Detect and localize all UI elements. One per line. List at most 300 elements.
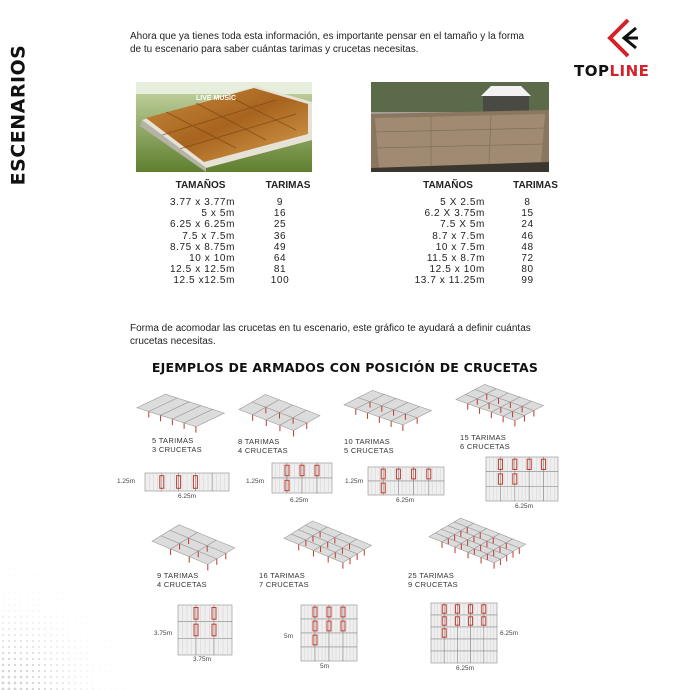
- decorative-dot: [80, 664, 81, 665]
- decorative-dot: [2, 664, 4, 666]
- decorative-dot: [45, 611, 46, 612]
- decorative-dot: [81, 641, 82, 642]
- dimension-bottom-label: 5m: [320, 663, 330, 670]
- decorative-dot: [51, 593, 52, 594]
- brand-name: [574, 62, 649, 80]
- decorative-dot: [2, 652, 4, 654]
- side-title: [4, 40, 32, 190]
- size-cell: 10 x 10m: [189, 253, 235, 265]
- decorative-dot: [75, 599, 76, 600]
- decorative-dot: [20, 646, 22, 648]
- decorative-dot: [93, 671, 94, 672]
- dimension-side-label: 3.75m: [154, 630, 173, 637]
- decorative-dot: [93, 617, 94, 618]
- decorative-dot: [74, 652, 75, 653]
- decorative-dot: [117, 653, 118, 654]
- size-cell: 13.7 x 11.25m: [414, 275, 485, 287]
- decorative-dot: [81, 611, 82, 612]
- decorative-dot: [117, 671, 118, 672]
- decorative-dot: [26, 652, 28, 654]
- tarimas-cell: 64: [273, 253, 287, 265]
- size-cell: 6.2 X 3.75m: [424, 208, 485, 220]
- decorative-dot: [87, 623, 88, 624]
- decorative-dot: [15, 599, 16, 600]
- decorative-dot: [33, 587, 34, 588]
- decorative-dot: [9, 593, 10, 594]
- dimension-side-label: 1.25m: [246, 478, 265, 485]
- decorative-dot: [20, 652, 22, 654]
- example-tarimas: 9 TARIMAS: [157, 571, 199, 580]
- decorative-dot: [57, 623, 58, 624]
- decorative-dot: [62, 664, 64, 666]
- decorative-dot: [57, 593, 58, 594]
- table-row: [150, 264, 333, 275]
- table-row: [395, 208, 578, 219]
- example-tarimas: 25 TARIMAS: [408, 571, 455, 580]
- decorative-dot: [32, 616, 33, 617]
- decorative-dot: [117, 647, 118, 648]
- decorative-dot: [32, 670, 34, 672]
- decorative-dot: [2, 640, 4, 642]
- decorative-dot: [8, 670, 11, 673]
- decorative-dot: [20, 610, 21, 611]
- decorative-dot: [3, 599, 4, 600]
- decorative-dot: [44, 682, 46, 684]
- brand-line: LINE: [609, 62, 650, 80]
- decorative-dot: [68, 676, 69, 677]
- table-row: [395, 219, 578, 230]
- decorative-dot: [99, 653, 100, 654]
- decorative-dot: [20, 670, 22, 672]
- decorative-dot: [8, 676, 11, 679]
- decorative-dot: [105, 683, 106, 684]
- decorative-dot: [20, 616, 21, 617]
- decorative-dot: [68, 682, 69, 683]
- crucetas-paragraph: Forma de acomodar las crucetas en tu escenario, este gráfico te ayudará a definir cuántas crucetas necesitas.: [130, 323, 531, 347]
- photo-overlay-text: LIVE MUSIC: [196, 95, 237, 102]
- decorative-dot: [57, 605, 58, 606]
- decorative-dot: [63, 623, 64, 624]
- decorative-dot: [87, 647, 88, 648]
- size-cell: 8.75 x 8.75m: [169, 241, 235, 253]
- floor-plan-diagram: [177, 604, 233, 656]
- decorative-dot: [32, 682, 34, 684]
- decorative-dot: [56, 664, 58, 666]
- decorative-dot: [8, 616, 9, 617]
- decorative-dot: [99, 617, 100, 618]
- decorative-dot: [27, 581, 28, 582]
- isometric-stage-illustration: [235, 392, 323, 442]
- decorative-dot: [14, 646, 16, 648]
- decorative-dot: [99, 629, 100, 630]
- sizes-table-right: [395, 180, 578, 287]
- decorative-dot: [111, 677, 112, 678]
- dimension-side-label: 5m: [284, 633, 294, 640]
- section-title: EJEMPLOS DE ARMADOS CON POSICIÓN DE CRUCETAS: [151, 360, 539, 375]
- decorative-dot: [8, 634, 10, 636]
- decorative-dot: [44, 664, 46, 666]
- decorative-dot: [27, 599, 28, 600]
- decorative-dot: [74, 670, 75, 671]
- decorative-dot: [105, 653, 106, 654]
- decorative-dot: [93, 611, 94, 612]
- decorative-dot: [50, 658, 52, 660]
- decorative-dot: [38, 664, 40, 666]
- example-label: [408, 572, 458, 589]
- size-cell: 11.5 x 8.7m: [426, 253, 485, 265]
- decorative-dot: [26, 622, 27, 623]
- decorative-dot: [74, 682, 75, 683]
- size-cell: 10 x 7.5m: [435, 241, 485, 253]
- decorative-dot: [20, 658, 22, 660]
- dimension-bottom-label: 6.25m: [396, 497, 415, 504]
- decorative-dot: [99, 671, 100, 672]
- decorative-dot: [81, 623, 82, 624]
- decorative-dot: [20, 622, 21, 623]
- decorative-dot: [44, 646, 46, 648]
- decorative-dot: [21, 605, 22, 606]
- decorative-dot: [111, 689, 112, 690]
- tarimas-cell: 16: [273, 208, 287, 220]
- decorative-dot: [14, 670, 17, 673]
- decorative-dot: [26, 610, 27, 611]
- decorative-dot: [26, 670, 28, 672]
- decorative-dot: [123, 665, 124, 666]
- decorative-dot: [33, 599, 34, 600]
- decorative-dot: [3, 605, 4, 606]
- decorative-dot: [32, 628, 33, 629]
- decorative-dot: [117, 659, 118, 660]
- decorative-dot: [3, 575, 4, 576]
- decorative-dot: [87, 629, 88, 630]
- decorative-dot: [44, 634, 45, 635]
- example-tarimas: 15 TARIMAS: [460, 433, 507, 442]
- header-tarimas: TARIMAS: [513, 180, 558, 191]
- decorative-dot: [2, 676, 5, 679]
- decorative-dot: [9, 605, 10, 606]
- decorative-dot: [39, 599, 40, 600]
- decorative-dot: [123, 689, 124, 690]
- decorative-dot: [99, 677, 100, 678]
- decorative-dot: [93, 635, 94, 636]
- decorative-dot: [8, 664, 10, 666]
- decorative-dot: [68, 652, 69, 653]
- decorative-dot: [69, 617, 70, 618]
- decorative-dot: [50, 646, 51, 647]
- decorative-dot: [105, 665, 106, 666]
- header-sizes: TAMAÑOS: [175, 180, 226, 191]
- decorative-dot: [93, 647, 94, 648]
- decorative-dot: [74, 676, 75, 677]
- decorative-dot: [50, 676, 52, 678]
- decorative-dot: [123, 683, 124, 684]
- decorative-dot: [117, 665, 118, 666]
- decorative-dot: [44, 628, 45, 629]
- decorative-dot: [39, 611, 40, 612]
- table-row: [150, 208, 333, 219]
- table-row: [150, 197, 333, 208]
- decorative-dot: [80, 676, 81, 677]
- decorative-dot: [20, 640, 22, 642]
- decorative-dot: [45, 587, 46, 588]
- isometric-stage-illustration: [148, 522, 238, 577]
- decorative-dot: [15, 575, 16, 576]
- decorative-dot: [9, 587, 10, 588]
- decorative-dot: [8, 640, 10, 642]
- decorative-dot: [69, 593, 70, 594]
- decorative-dot: [27, 605, 28, 606]
- dimension-side-label: 1.25m: [345, 478, 364, 485]
- example-tarimas: 5 TARIMAS: [152, 436, 194, 445]
- stage-photo-left-image: [136, 82, 312, 172]
- floor-plan-diagram: [430, 602, 498, 664]
- decorative-dot: [93, 641, 94, 642]
- decorative-dot: [93, 623, 94, 624]
- decorative-dot: [93, 665, 94, 666]
- decorative-dot: [8, 610, 9, 611]
- decorative-dot: [8, 628, 10, 630]
- decorative-dot: [123, 659, 124, 660]
- decorative-dot: [3, 581, 4, 582]
- decorative-dot: [63, 605, 64, 606]
- isometric-stage-illustration: [280, 518, 375, 576]
- decorative-dot: [39, 587, 40, 588]
- topline-logo: [572, 18, 682, 88]
- decorative-dot: [117, 677, 118, 678]
- decorative-dot: [2, 646, 4, 648]
- decorative-dot: [93, 629, 94, 630]
- decorative-dot: [15, 581, 16, 582]
- decorative-dot: [2, 628, 4, 630]
- decorative-dot: [50, 652, 52, 654]
- decorative-dot: [63, 587, 64, 588]
- decorative-dot: [63, 599, 64, 600]
- decorative-dot: [69, 599, 70, 600]
- decorative-dot: [32, 622, 33, 623]
- decorative-dot: [14, 682, 17, 685]
- decorative-dot: [81, 599, 82, 600]
- example-crucetas: 5 CRUCETAS: [344, 445, 394, 455]
- decorative-dots-pattern: [0, 560, 130, 690]
- size-cell: 12.5 x12.5m: [173, 275, 235, 287]
- decorative-dot: [9, 569, 10, 570]
- decorative-dot: [105, 635, 106, 636]
- example-label: [460, 434, 510, 451]
- decorative-dot: [9, 575, 10, 576]
- decorative-dot: [105, 623, 106, 624]
- decorative-dot: [111, 647, 112, 648]
- decorative-dot: [111, 653, 112, 654]
- decorative-dot: [33, 605, 34, 606]
- decorative-dot: [39, 575, 40, 576]
- decorative-dot: [74, 664, 75, 665]
- decorative-dot: [50, 682, 52, 684]
- decorative-dot: [8, 652, 10, 654]
- example-tarimas: 10 TARIMAS: [344, 437, 391, 446]
- decorative-dot: [26, 640, 28, 642]
- decorative-dot: [21, 587, 22, 588]
- decorative-dot: [3, 569, 4, 570]
- decorative-dot: [9, 581, 10, 582]
- decorative-dot: [32, 664, 34, 666]
- decorative-dot: [62, 646, 63, 647]
- decorative-dot: [15, 587, 16, 588]
- decorative-dot: [86, 682, 87, 683]
- tarimas-cell: 72: [521, 253, 534, 265]
- isometric-stage-illustration: [133, 392, 228, 437]
- decorative-dot: [8, 658, 10, 660]
- decorative-dot: [44, 670, 46, 672]
- example-label: [344, 438, 394, 455]
- tarimas-cell: 100: [270, 275, 290, 287]
- decorative-dot: [75, 635, 76, 636]
- decorative-dot: [38, 652, 40, 654]
- decorative-dot: [62, 640, 63, 641]
- decorative-dot: [50, 640, 51, 641]
- decorative-dot: [99, 659, 100, 660]
- decorative-dot: [2, 622, 3, 623]
- decorative-dot: [74, 646, 75, 647]
- decorative-dot: [26, 658, 28, 660]
- decorative-dot: [14, 610, 15, 611]
- decorative-dot: [75, 629, 76, 630]
- decorative-dot: [99, 641, 100, 642]
- decorative-dot: [26, 682, 29, 685]
- decorative-dot: [69, 605, 70, 606]
- decorative-dot: [14, 676, 17, 679]
- decorative-dot: [57, 587, 58, 588]
- decorative-dot: [93, 659, 94, 660]
- decorative-dot: [99, 623, 100, 624]
- decorative-dot: [27, 575, 28, 576]
- decorative-dot: [33, 581, 34, 582]
- decorative-dot: [111, 683, 112, 684]
- decorative-dot: [51, 599, 52, 600]
- tarimas-cell: 81: [273, 264, 287, 276]
- decorative-dot: [68, 664, 69, 665]
- decorative-dot: [38, 646, 40, 648]
- isometric-stage-illustration: [452, 382, 547, 432]
- decorative-dot: [39, 593, 40, 594]
- example-label: [259, 572, 309, 589]
- example-crucetas: 4 CRUCETAS: [157, 579, 207, 589]
- decorative-dot: [20, 682, 23, 685]
- stage-photo-outdoor: [136, 82, 312, 172]
- decorative-dot: [20, 664, 22, 666]
- decorative-dot: [14, 622, 15, 623]
- decorative-dot: [51, 587, 52, 588]
- decorative-dot: [20, 634, 22, 636]
- decorative-dot: [93, 677, 94, 678]
- decorative-dot: [68, 670, 69, 671]
- decorative-dot: [15, 569, 16, 570]
- table-row: [150, 231, 333, 242]
- isometric-stage-illustration: [425, 515, 530, 577]
- decorative-dot: [44, 622, 45, 623]
- decorative-dot: [93, 683, 94, 684]
- decorative-dot: [50, 670, 52, 672]
- decorative-dot: [14, 634, 16, 636]
- table-row: [395, 264, 578, 275]
- decorative-dot: [63, 611, 64, 612]
- decorative-dot: [81, 653, 82, 654]
- decorative-dot: [57, 617, 58, 618]
- decorative-dot: [123, 671, 124, 672]
- decorative-dot: [45, 581, 46, 582]
- decorative-dot: [50, 622, 51, 623]
- decorative-dot: [38, 640, 40, 642]
- decorative-dot: [93, 653, 94, 654]
- decorative-dot: [9, 599, 10, 600]
- tarimas-cell: 46: [521, 230, 534, 242]
- decorative-dot: [117, 689, 118, 690]
- decorative-dot: [87, 665, 88, 666]
- example-crucetas: 3 CRUCETAS: [152, 444, 202, 454]
- decorative-dot: [68, 658, 69, 659]
- example-crucetas: 7 CRUCETAS: [259, 579, 309, 589]
- decorative-dot: [56, 670, 58, 672]
- decorative-dot: [45, 593, 46, 594]
- decorative-dot: [57, 599, 58, 600]
- dimension-bottom-label: 6.25m: [178, 493, 197, 500]
- decorative-dot: [81, 617, 82, 618]
- decorative-dot: [75, 593, 76, 594]
- size-cell: 5 x 5m: [201, 208, 235, 220]
- stage-photo-event: [371, 82, 549, 172]
- decorative-dot: [45, 617, 46, 618]
- sizes-table-left: [150, 180, 333, 287]
- side-title-text: ESCENARIOS: [7, 44, 30, 186]
- decorative-dot: [63, 593, 64, 594]
- decorative-dot: [26, 616, 27, 617]
- decorative-dot: [20, 628, 21, 629]
- size-cell: 5 X 2.5m: [440, 197, 485, 208]
- decorative-dot: [111, 659, 112, 660]
- decorative-dot: [44, 640, 45, 641]
- decorative-dot: [81, 647, 82, 648]
- decorative-dot: [111, 641, 112, 642]
- decorative-dot: [2, 670, 5, 673]
- decorative-dot: [56, 634, 57, 635]
- example-tarimas: 16 TARIMAS: [259, 571, 306, 580]
- decorative-dot: [2, 610, 3, 611]
- decorative-dot: [86, 688, 87, 689]
- decorative-dot: [105, 677, 106, 678]
- decorative-dot: [32, 634, 34, 636]
- header-tarimas: TARIMAS: [265, 180, 311, 191]
- decorative-dot: [86, 676, 87, 677]
- decorative-dot: [38, 670, 40, 672]
- decorative-dot: [56, 628, 57, 629]
- example-crucetas: 4 CRUCETAS: [238, 445, 288, 455]
- decorative-dot: [56, 640, 57, 641]
- decorative-dot: [44, 676, 46, 678]
- dimension-bottom-label: 6.25m: [456, 665, 475, 672]
- tarimas-cell: 99: [521, 275, 534, 287]
- dimension-side-label: 6.25m: [500, 630, 519, 637]
- decorative-dot: [50, 664, 52, 666]
- decorative-dot: [3, 593, 4, 594]
- decorative-dot: [50, 628, 51, 629]
- decorative-dot: [62, 652, 63, 653]
- decorative-dot: [38, 658, 40, 660]
- decorative-dot: [117, 683, 118, 684]
- tarimas-cell: 15: [521, 208, 534, 220]
- table-row: [150, 253, 333, 264]
- decorative-dot: [38, 634, 39, 635]
- decorative-dot: [80, 688, 81, 689]
- decorative-dot: [39, 605, 40, 606]
